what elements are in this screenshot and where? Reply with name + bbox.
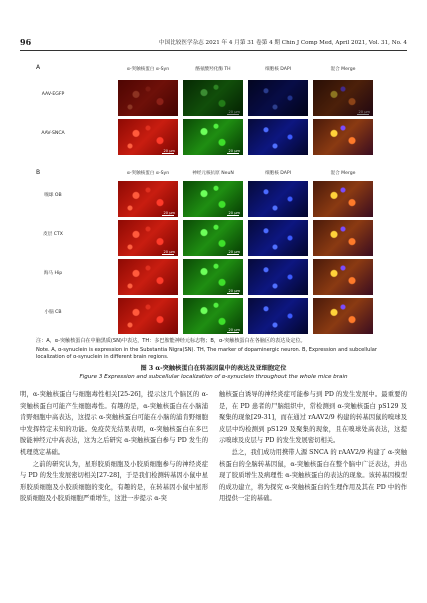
row-label: 海马 Hip xyxy=(43,271,63,276)
micrograph-image xyxy=(313,119,373,155)
micrograph-image xyxy=(248,220,308,256)
scale-label: 20 μm xyxy=(228,149,240,153)
scale-bar xyxy=(227,254,239,255)
panel-letter: A xyxy=(36,64,41,71)
micrograph-image xyxy=(183,220,243,256)
micrograph-image xyxy=(313,259,373,295)
micrograph-image xyxy=(183,181,243,217)
scale-label: 20 μm xyxy=(228,110,240,114)
micrograph-image xyxy=(118,80,178,116)
micrograph-image xyxy=(118,259,178,295)
paragraph: 明，α-突触核蛋白与细胞毒性相关[25-26]，提示这几个脑区的 α-突触核蛋白可能产生细胞毒性。有趣的是，α-突触核蛋白在小脑浦肯野细胞中高表达，这提示 α-突触核蛋白可能在小脑的浦肯野细胞中发挥特定未知的功能。免疫荧光结果表明，α-突触核蛋白在多巴胺能神经元中高表达，这为之后研究 α-突触核蛋白参与 PD 发生的机理奠定基础。 xyxy=(20,391,208,456)
column-heading: α-突触核蛋白 α-Syn xyxy=(126,67,170,72)
micrograph-image xyxy=(248,80,308,116)
column-heading: 酪氨酸羟化酶 TH xyxy=(195,67,231,72)
scale-label: 20 μm xyxy=(228,250,240,254)
scale-label: 20 μm xyxy=(163,149,175,153)
figure-note-cn: 注：A，α-突触核蛋白在中脑黑质(SN)中表达，TH：多巴胺能神经元标志物；B，α-突触核蛋白在各脑区的表达及定位。 xyxy=(36,338,306,344)
row-label: 皮层 CTX xyxy=(43,232,63,237)
scale-bar xyxy=(162,254,174,255)
journal-header: 中国比较医学杂志 2021 年 4 月第 31 卷第 4 期 Chin J Comp Med, April 2021, Vol. 31, No. 4 xyxy=(159,40,407,46)
scale-bar xyxy=(162,153,174,154)
paragraph: 之前的研究认为，星形胶质细胞及小胶质细胞参与的神经炎症与 PD 的发生发展密切相关[27-28]，于是我们检测转基因小鼠中星形胶质细胞及小胶质细胞的变化，有趣的是，在转基因小鼠中星形胶质细胞及小胶质细胞严重增生，这进一步提示 α-突 xyxy=(20,460,208,503)
micrograph-image xyxy=(118,181,178,217)
scale-bar xyxy=(227,332,239,333)
micrograph-image xyxy=(118,220,178,256)
panel-letter: B xyxy=(36,169,41,176)
paragraph: 触核蛋白诱导的神经炎症可能参与到 PD 的发生发展中。最重要的是，在 PD 患者的尸脑组织中，常检测到 α-突触核蛋白 pS129 及聚集的现象[29-31]，而在通过 rAAV2/9 构建的转基因鼠的嗅球及皮层中均检测到 pS129 及聚集的现象，且在嗅球处高表达，这提示嗅球及皮层与 PD 的发生发展密切相关。 xyxy=(219,391,407,445)
column-heading: 细胞核 DAPI xyxy=(265,67,291,72)
header-rule xyxy=(20,50,407,51)
micrograph-image xyxy=(118,119,178,155)
row-label: 小脑 CB xyxy=(44,310,62,315)
micrograph-image xyxy=(248,181,308,217)
body-column-left xyxy=(20,389,208,505)
figure-title-cn: 图 3 α-突触核蛋白在转基因鼠中的表达及亚细胞定位 xyxy=(140,365,287,372)
scale-label: 20 μm xyxy=(228,211,240,215)
column-heading: α-突触核蛋白 α-Syn xyxy=(126,171,170,176)
micrograph-image xyxy=(183,298,243,334)
scale-bar xyxy=(227,114,239,115)
micrograph-image xyxy=(248,259,308,295)
micrograph-image xyxy=(183,119,243,155)
micrograph-image xyxy=(313,220,373,256)
figure-title-en: Figure 3 Expression and subcellular localization of α-synuclein throughout the whole mice brain xyxy=(79,374,348,380)
page-number: 96 xyxy=(20,37,32,47)
paragraph: 总之，我们成功用携带人源 SNCA 的 rAAV2/9 构建了 α-突触核蛋白的全脑转基因鼠，α-突触核蛋白在整个脑中广泛表达，并出现了胶质增生及病理性 α-突触核蛋白的表达的现象。该转基因模型的成功建立，将为探究 α-突触核蛋白的生理作用及其在 PD 中的作用提供一定的基础。 xyxy=(219,448,407,503)
column-heading: 混合 Merge xyxy=(330,67,356,72)
micrograph-image xyxy=(118,298,178,334)
scale-bar xyxy=(227,215,239,216)
micrograph-image xyxy=(313,181,373,217)
column-heading: 神经元核抗原 NeuN xyxy=(192,171,234,176)
scale-label: 20 μm xyxy=(358,110,370,114)
row-label: AAV-EGFP xyxy=(41,92,65,97)
micrograph-image xyxy=(248,119,308,155)
micrograph-image xyxy=(248,298,308,334)
row-label: AAV-SNCA xyxy=(41,131,65,136)
figure-note-en: Note. A, α-synuclein is expression in the Substantia Nigra(SN). TH, The marker of dopaminergic neuron. B, Expression and subcellular localization of α-synuclein in different brain regions. xyxy=(36,347,377,361)
scale-bar xyxy=(227,293,239,294)
body-column-right xyxy=(219,389,407,505)
micrograph-image xyxy=(313,80,373,116)
column-heading: 混合 Merge xyxy=(330,171,356,176)
scale-label: 20 μm xyxy=(163,211,175,215)
column-heading: 细胞核 DAPI xyxy=(265,171,291,176)
scale-label: 20 μm xyxy=(228,328,240,332)
scale-bar xyxy=(357,114,369,115)
scale-label: 20 μm xyxy=(163,250,175,254)
scale-bar xyxy=(227,153,239,154)
row-label: 嗅球 OB xyxy=(44,193,62,198)
micrograph-image xyxy=(183,80,243,116)
scale-bar xyxy=(162,215,174,216)
scale-label: 20 μm xyxy=(228,289,240,293)
micrograph-image xyxy=(313,298,373,334)
micrograph-image xyxy=(183,259,243,295)
